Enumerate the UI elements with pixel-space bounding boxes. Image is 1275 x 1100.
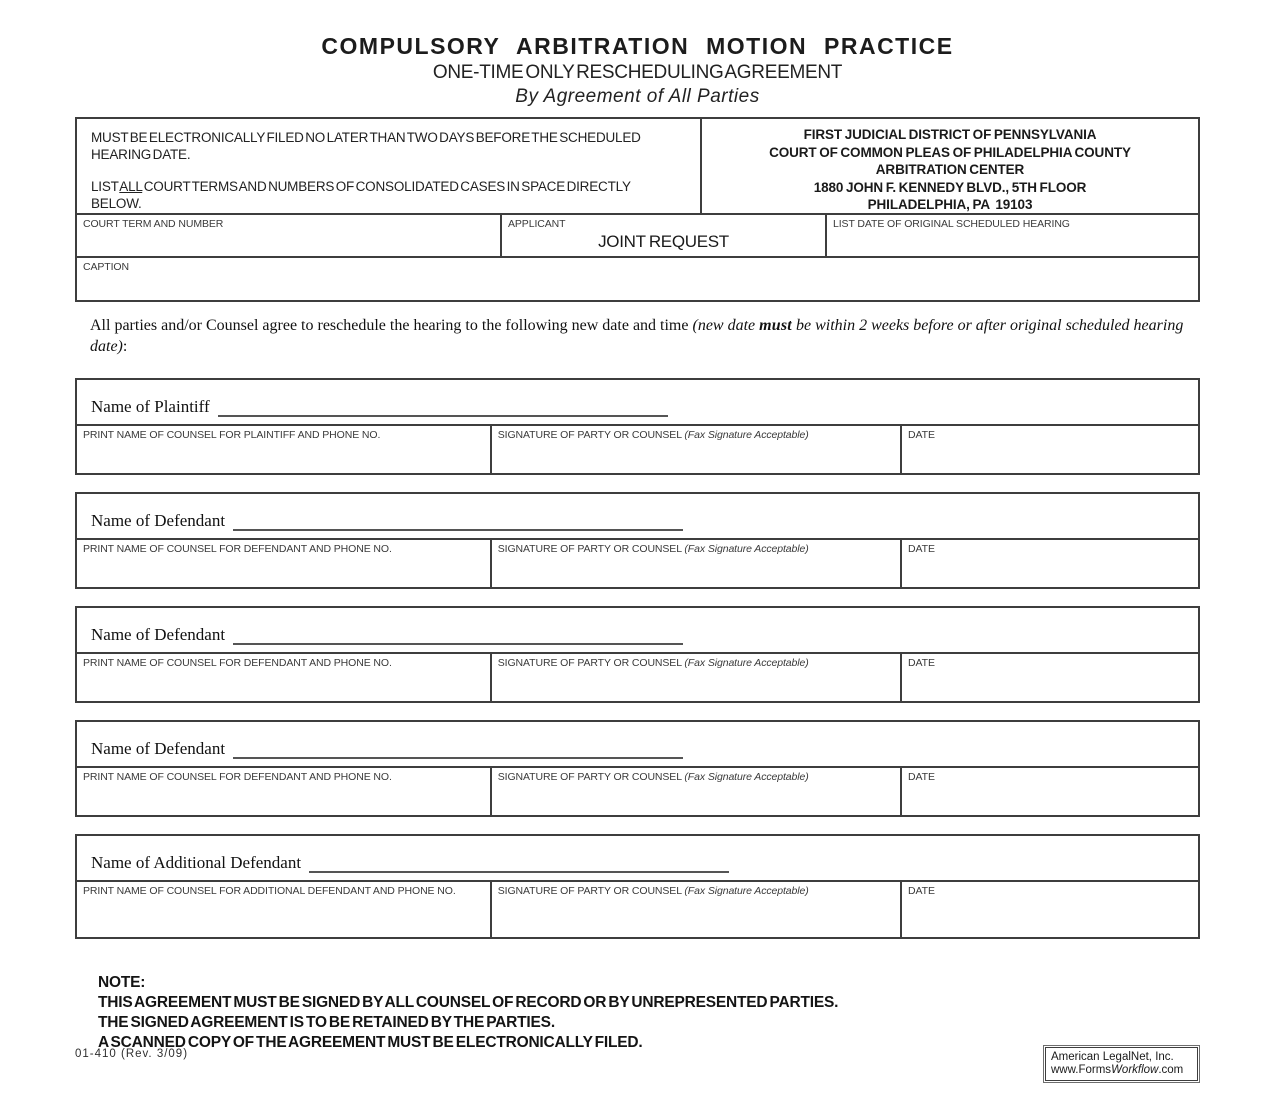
fax-signature-note: (Fax Signature Acceptable) [684,771,809,783]
party-name-row [77,722,1198,766]
fax-signature-note: (Fax Signature Acceptable) [684,657,809,669]
court-line-district: FIRST JUDICIAL DISTRICT OF PENNSYLVANIA [803,127,1097,142]
court-line-city: PHILADELPHIA, PA 19103 [867,197,1033,212]
date-label: DATE [908,657,935,669]
print-name-field[interactable] [77,882,492,937]
signature-label: SIGNATURE OF PARTY OR COUNSEL (Fax Signature Acceptable) [497,885,809,897]
party-name-label: Name of Defendant [91,739,226,758]
note-heading: NOTE: [98,974,146,991]
print-name-field[interactable] [77,654,492,701]
signature-row [77,538,1198,587]
original-hearing-date-field[interactable] [827,215,1198,256]
note-line-retained: THE SIGNED AGREEMENT IS TO BE RETAINED BY THE PARTIES. [98,1014,555,1031]
date-field[interactable] [902,882,1198,937]
signature-label: SIGNATURE OF PARTY OR COUNSEL (Fax Signature Acceptable) [497,657,809,669]
form-subtitle: ONE-TIME ONLY RESCHEDULING AGREEMENT [432,62,843,83]
form-number: 01-410 (Rev. 3/09) [75,1048,189,1060]
party-name-label: Name of Plaintiff [91,397,210,416]
date-field[interactable] [902,654,1198,701]
court-address [702,119,1198,213]
court-line-center: ARBITRATION CENTER [875,162,1025,177]
print-name-label: PRINT NAME OF COUNSEL FOR ADDITIONAL DEFENDANT AND PHONE NO. [83,885,456,897]
filing-instructions [77,119,702,213]
signature-row [77,880,1198,937]
fax-signature-note: (Fax Signature Acceptable) [684,885,809,897]
print-name-field[interactable] [77,540,492,587]
instruction-filing-deadline: MUST BE ELECTRONICALLY FILED NO LATER THAN TWO DAYS BEFORE THE SCHEDULED HEARING DATE. [91,130,641,162]
print-name-field[interactable] [77,768,492,815]
fax-signature-note: (Fax Signature Acceptable) [684,543,809,555]
agreement-statement: All parties and/or Counsel agree to reschedule the hearing to the following new date and time (new date must be within 2 weeks before or after original scheduled hearing date): [90,317,1184,355]
signature-blocks [75,378,1200,939]
signature-label: SIGNATURE OF PARTY OR COUNSEL (Fax Signature Acceptable) [497,429,809,441]
date-label: DATE [908,885,935,897]
legalnet-stamp [1045,1047,1198,1081]
signature-block [75,492,1200,589]
date-label: DATE [908,771,935,783]
legalnet-company: American LegalNet, Inc. [1051,1051,1174,1063]
instruction-list-cases: LIST ALL COURT TERMS AND NUMBERS OF CONSOLIDATED CASES IN SPACE DIRECTLY BELOW. [91,179,631,211]
party-name-row [77,836,1198,880]
applicant-field[interactable] [502,215,827,256]
caption-label: CAPTION [83,261,129,273]
party-name-input-line[interactable] [233,754,683,759]
court-term-field[interactable] [77,215,502,256]
court-term-label: COURT TERM AND NUMBER [83,218,224,230]
note-section [75,973,1200,1053]
applicant-label: APPLICANT [508,218,566,230]
party-name-input-line[interactable] [233,526,683,531]
fax-signature-note: (Fax Signature Acceptable) [684,429,809,441]
signature-field[interactable] [492,768,902,815]
signature-field[interactable] [492,540,902,587]
signature-row [77,766,1198,815]
date-field[interactable] [902,426,1198,473]
applicant-value: JOINT REQUEST [598,232,729,251]
party-name-input-line[interactable] [233,640,683,645]
signature-row [77,652,1198,701]
party-name-label: Name of Additional Defendant [91,853,302,872]
case-info-row [75,215,1200,258]
party-name-input-line[interactable] [309,868,729,873]
legalnet-url: www.FormsWorkflow.com [1051,1064,1184,1076]
underlined-all: ALL [119,179,143,194]
note-line-signed: THIS AGREEMENT MUST BE SIGNED BY ALL COUNSEL OF RECORD OR BY UNREPRESENTED PARTIES. [98,994,839,1011]
print-name-label: PRINT NAME OF COUNSEL FOR DEFENDANT AND PHONE NO. [83,543,392,555]
date-label: DATE [908,429,935,441]
court-line-pleas: COURT OF COMMON PLEAS OF PHILADELPHIA COUNTY [769,144,1131,160]
date-label: DATE [908,543,935,555]
signature-block [75,720,1200,817]
print-name-label: PRINT NAME OF COUNSEL FOR DEFENDANT AND PHONE NO. [83,771,392,783]
header-box [75,117,1200,215]
title-block [75,33,1200,109]
print-name-label: PRINT NAME OF COUNSEL FOR DEFENDANT AND PHONE NO. [83,657,392,669]
party-name-label: Name of Defendant [91,625,226,644]
party-name-row [77,380,1198,424]
signature-field[interactable] [492,654,902,701]
party-name-label: Name of Defendant [91,511,226,530]
note-line-scanned: A SCANNED COPY OF THE AGREEMENT MUST BE ELECTRONICALLY FILED. [98,1034,643,1051]
signature-label: SIGNATURE OF PARTY OR COUNSEL (Fax Signature Acceptable) [497,771,809,783]
party-name-input-line[interactable] [218,412,668,417]
party-name-row [77,608,1198,652]
date-field[interactable] [902,540,1198,587]
print-name-field[interactable] [77,426,492,473]
signature-block [75,606,1200,703]
date-field[interactable] [902,768,1198,815]
party-name-row [77,494,1198,538]
print-name-label: PRINT NAME OF COUNSEL FOR PLAINTIFF AND PHONE NO. [83,429,381,441]
must-emphasis: must [759,317,792,334]
signature-block [75,378,1200,475]
form-byline: By Agreement of All Parties [515,86,760,107]
signature-field[interactable] [492,882,902,937]
original-hearing-date-label: LIST DATE OF ORIGINAL SCHEDULED HEARING [833,218,1070,230]
signature-field[interactable] [492,426,902,473]
form-content [75,0,1200,1053]
signature-row [77,424,1198,473]
caption-field[interactable] [75,258,1200,302]
signature-block [75,834,1200,939]
signature-label: SIGNATURE OF PARTY OR COUNSEL (Fax Signature Acceptable) [497,543,809,555]
form-title: COMPULSORY ARBITRATION MOTION PRACTICE [321,33,954,59]
court-line-street: 1880 JOHN F. KENNEDY BLVD., 5TH FLOOR [813,179,1087,195]
